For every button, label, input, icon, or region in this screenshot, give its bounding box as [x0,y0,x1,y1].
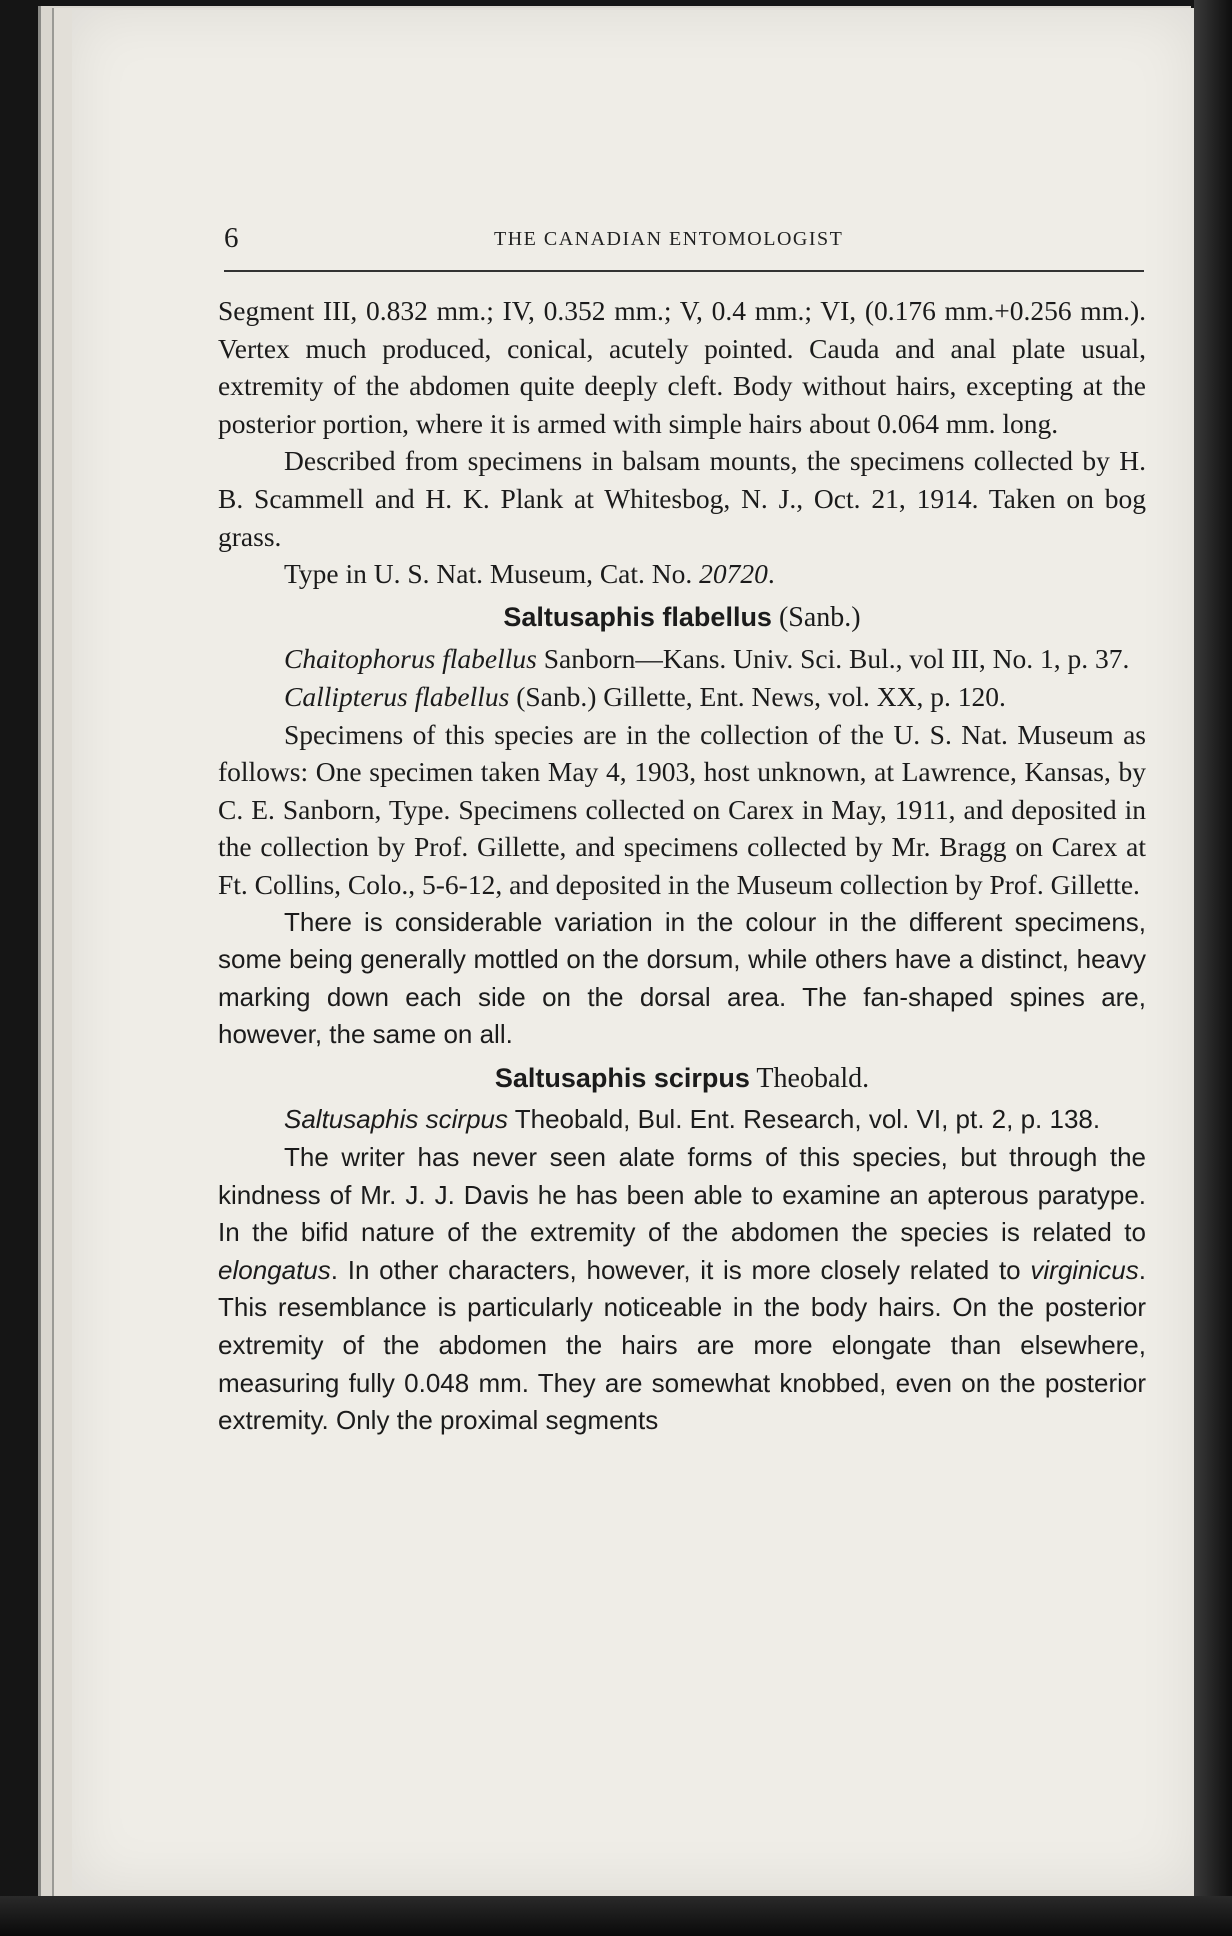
reference-citation: (Sanb.) Gillette, Ent. News, vol. XX, p. 120. [509,680,1006,712]
species-name: Saltusaphis flabellus [503,601,772,632]
reference-taxon: Callipterus flabellus [284,680,510,712]
type-suffix: . [767,558,775,590]
bottom-shadow [0,1896,1232,1936]
paragraph-writer [218,1139,1146,1440]
paragraph-specimens: Specimens of this species are in the collection of the U. S. Nat. Museum as follows: One specimen taken May 4, 1903, host unknown, at Lawrence, Kansas, by C. E. Sanborn, Type. Specimens collected on Carex in May, 1911, and deposited in the collection by Prof. Gillette, and specimens collected by Mr. Bragg on Carex at Ft. Collins, Colo., 5-6-12, and deposited in the Museum collection by Prof. Gillette. [218,718,1146,900]
taxon-emphasis: virginicus [1030,1254,1139,1285]
page-body [218,292,1146,1440]
page-header [224,218,1144,258]
paragraph-variation: There is considerable variation in the colour in the different specimens, some being generally mottled on the dorsum, while others have a distinct, heavy marking down each side on the dorsal area. The fan-shaped spines are, however, the same on all. [218,906,1146,1050]
paragraph-segments: Segment III, 0.832 mm.; IV, 0.352 mm.; V, 0.4 mm.; VI, (0.176 mm.+0.256 mm.). Vertex much produced, conical, acutely pointed. Cauda and anal plate usual, extremity of the abdomen quite deeply cleft. Body without hairs, excepting at the posterior portion, where it is armed with simple hairs about 0.064 mm. long. [218,295,1146,439]
text-run: . This resemblance is particularly noticeable in the body hairs. On the posterior extremity of the abdomen the hairs are more elongate than elsewhere, measuring fully 0.048 mm. They are somewhat knobbed, even on the posterior extremity. Only the proximal segments [218,1254,1146,1436]
catalog-number: 20720 [699,558,768,590]
species-name: Saltusaphis scirpus [494,1062,750,1093]
reference-taxon: Saltusaphis scirpus [284,1104,508,1135]
species-author: (Sanb.) [778,601,861,633]
page-number: 6 [224,222,239,254]
reference-citation: Sanborn—Kans. Univ. Sci. Bul., vol III, No. 1, p. 37. [536,643,1130,675]
running-title: THE CANADIAN ENTOMOLOGIST [494,228,844,250]
taxon-emphasis: elongatus [218,1254,331,1285]
species-heading-flabellus [218,599,1146,637]
header-rule [224,270,1144,272]
reference-citation: Theobald, Bul. Ent. Research, vol. VI, pt. 2, p. 138. [508,1104,1101,1135]
reference-chaitophorus [218,640,1146,678]
reference-callipterus [218,678,1146,716]
species-heading-scirpus [218,1060,1146,1098]
species-author: Theobald. [756,1062,870,1094]
reference-saltusaphis [218,1101,1146,1139]
reference-taxon: Chaitophorus flabellus [284,643,537,675]
paragraph-described: Described from specimens in balsam mounts, the specimens collected by H. B. Scammell and H. K. Plank at Whitesbog, N. J., Oct. 21, 1914. Taken on bog grass. [218,445,1146,552]
type-prefix: Type in U. S. Nat. Museum, Cat. No. [284,558,700,590]
right-shadow [1194,0,1232,1936]
text-run: . In other characters, however, it is more closely related to [330,1254,1031,1285]
text-run: The writer has never seen alate forms of this species, but through the kindness of Mr. J. J. Davis he has been able to examine an apterous paratype. In the bifid nature of the extremity of the abdomen the species is related to [218,1142,1146,1248]
paragraph-type [218,555,1146,593]
